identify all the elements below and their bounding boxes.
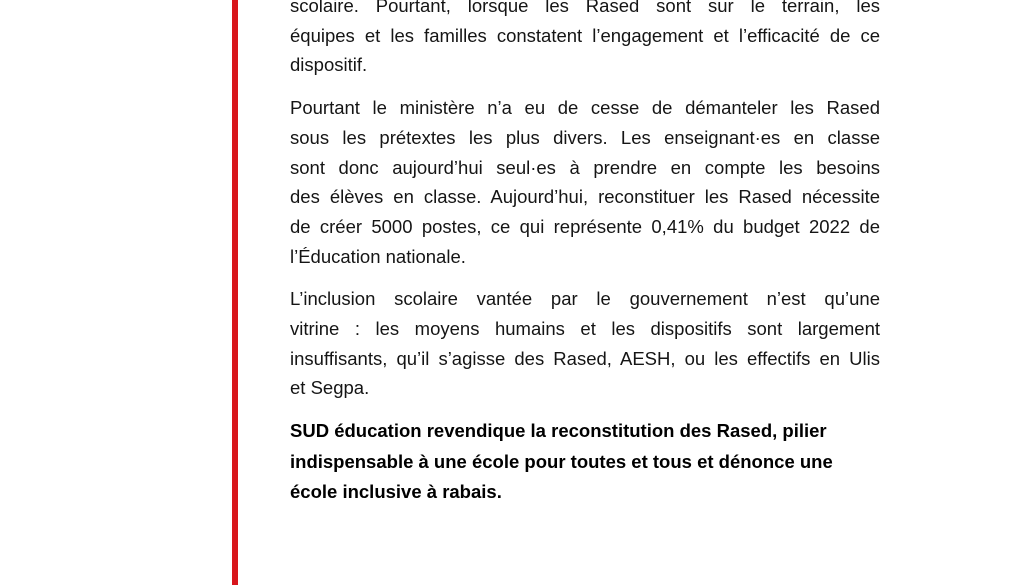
text-line: sont donc aujourd’hui seul·es à prendre en compte les besoins xyxy=(290,156,880,178)
text-line: insuffisants, qu’il s’agisse des Rased, AESH, ou les effectifs en Ulis xyxy=(290,347,880,369)
red-margin-rule xyxy=(232,0,238,585)
text-line: et Segpa. xyxy=(290,377,370,399)
text-line: scolaire. Pourtant, lorsque les Rased sont sur le terrain, les xyxy=(290,0,880,16)
text-line: des élèves en classe. Aujourd’hui, reconstituer les Rased nécessite xyxy=(290,186,880,208)
paragraph-inclusion xyxy=(290,284,880,403)
text-line: vitrine : les moyens humains et les dispositifs sont largement xyxy=(290,318,880,340)
paragraph-rased-terrain xyxy=(290,0,880,80)
document-body xyxy=(290,0,880,521)
text-line: Pourtant le ministère n’a eu de cesse de démanteler les Rased xyxy=(290,97,880,119)
paragraph-revendication xyxy=(290,416,880,508)
text-line: dispositif. xyxy=(290,54,368,76)
text-line: sous les prétextes les plus divers. Les enseignant·es en classe xyxy=(290,126,880,148)
text-line: l’Éducation nationale. xyxy=(290,245,466,267)
text-line: L’inclusion scolaire vantée par le gouvernement n’est qu’une xyxy=(290,288,880,310)
text-line: de créer 5000 postes, ce qui représente 0,41% du budget 2022 de xyxy=(290,215,880,237)
paragraph-ministere xyxy=(290,93,880,271)
text-line: équipes et les familles constatent l’engagement et l’efficacité de ce xyxy=(290,24,880,46)
text-line: école inclusive à rabais. xyxy=(290,481,502,503)
text-line: indispensable à une école pour toutes et tous et dénonce une xyxy=(290,450,833,472)
text-line: SUD éducation revendique la reconstitution des Rased, pilier xyxy=(290,420,827,442)
